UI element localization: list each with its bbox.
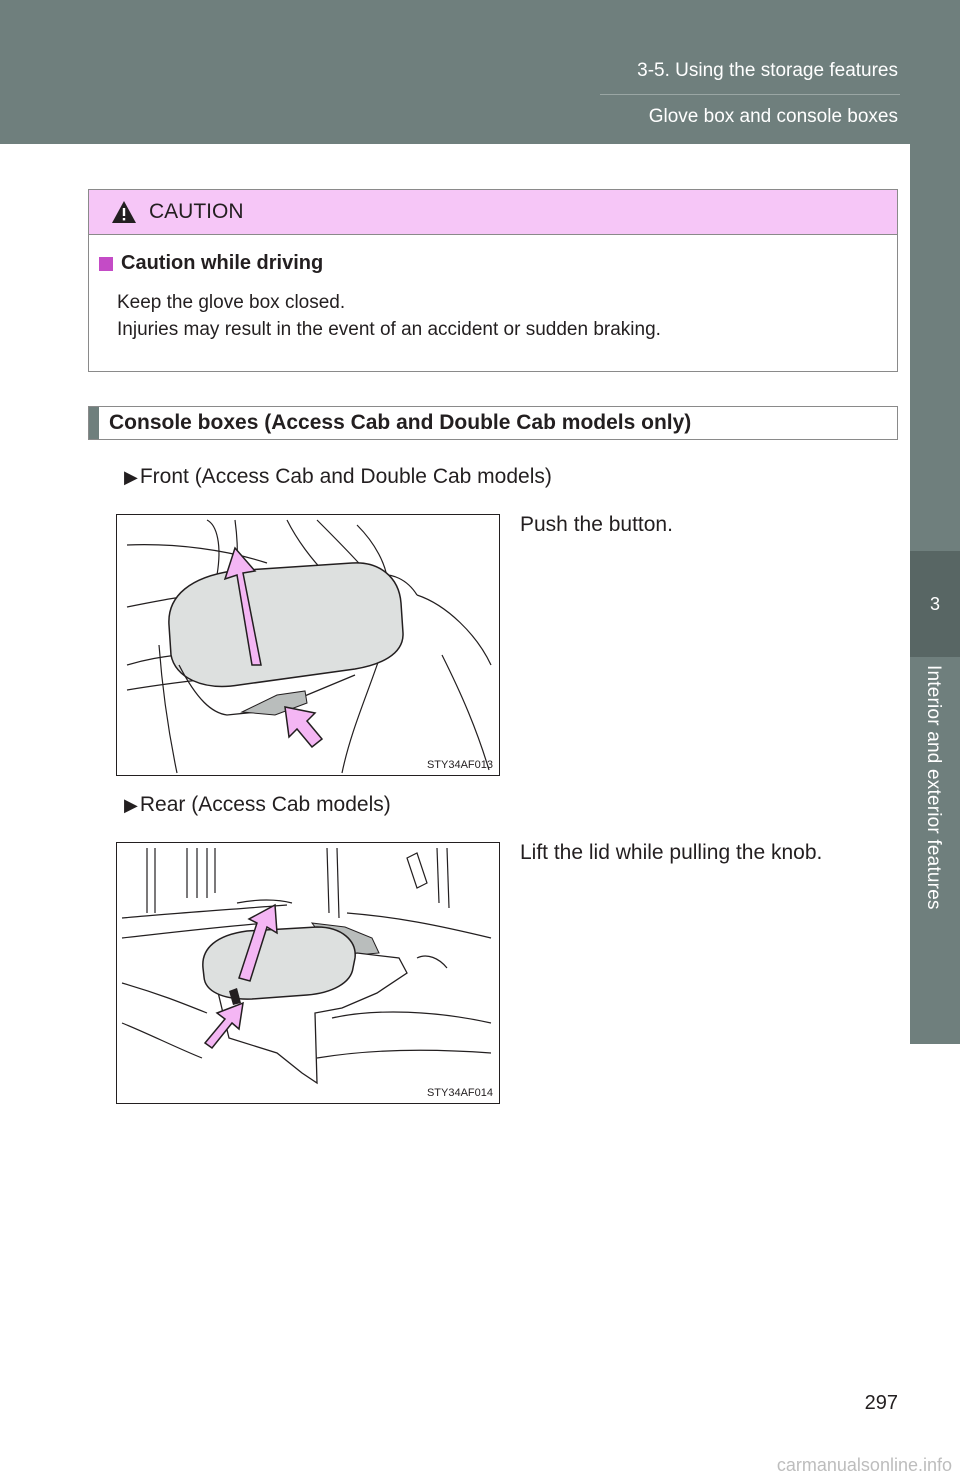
- triangle-bullet-icon: ▶: [124, 795, 138, 815]
- figure-rear-console-box: [116, 842, 500, 1104]
- list-item-label: Front (Access Cab and Double Cab models): [139, 465, 552, 488]
- caution-title: CAUTION: [149, 200, 244, 223]
- triangle-bullet-icon: ▶: [124, 467, 138, 487]
- watermark-text: carmanualsonline.info: [776, 1455, 952, 1475]
- header-subsection-title: Glove box and console boxes: [648, 106, 898, 127]
- square-bullet-icon: [99, 257, 113, 271]
- caution-text: [117, 289, 887, 343]
- header-divider: [600, 94, 900, 95]
- list-item-label: Rear (Access Cab models): [139, 793, 391, 816]
- caution-header: [89, 190, 897, 235]
- list-item-rear: [124, 793, 391, 817]
- figure-caption-front: Push the button.: [520, 513, 673, 536]
- figure-caption-rear: Lift the lid while pulling the knob.: [520, 841, 823, 864]
- page-number: 297: [864, 1392, 898, 1414]
- side-tab-chapter-number: 3: [910, 551, 960, 657]
- section-heading: [88, 406, 898, 440]
- list-item-front: [124, 465, 552, 489]
- rear-console-illustration: [117, 843, 499, 1103]
- section-heading-bar: [89, 407, 99, 439]
- caution-line: Injuries may result in the event of an accident or sudden braking.: [117, 319, 661, 340]
- caution-subheading-text: Caution while driving: [121, 252, 324, 274]
- caution-body: [99, 252, 887, 343]
- caution-box: [88, 189, 898, 372]
- figure-front-console-box: [116, 514, 500, 776]
- figure-code: STY34AF014: [426, 1087, 493, 1099]
- header-section-title: 3-5. Using the storage features: [637, 60, 898, 81]
- figure-code: STY34AF013: [426, 759, 493, 771]
- front-console-illustration: [117, 515, 499, 775]
- side-tab-top: [910, 144, 960, 551]
- caution-subheading: [99, 252, 887, 275]
- warning-triangle-icon: [111, 200, 137, 229]
- section-heading-title: Console boxes (Access Cab and Double Cab models only): [109, 411, 692, 434]
- page-header: [0, 0, 960, 144]
- side-tab-chapter: [910, 657, 960, 1044]
- side-tab-label: Interior and exterior features: [923, 665, 944, 910]
- caution-line: Keep the glove box closed.: [117, 292, 346, 313]
